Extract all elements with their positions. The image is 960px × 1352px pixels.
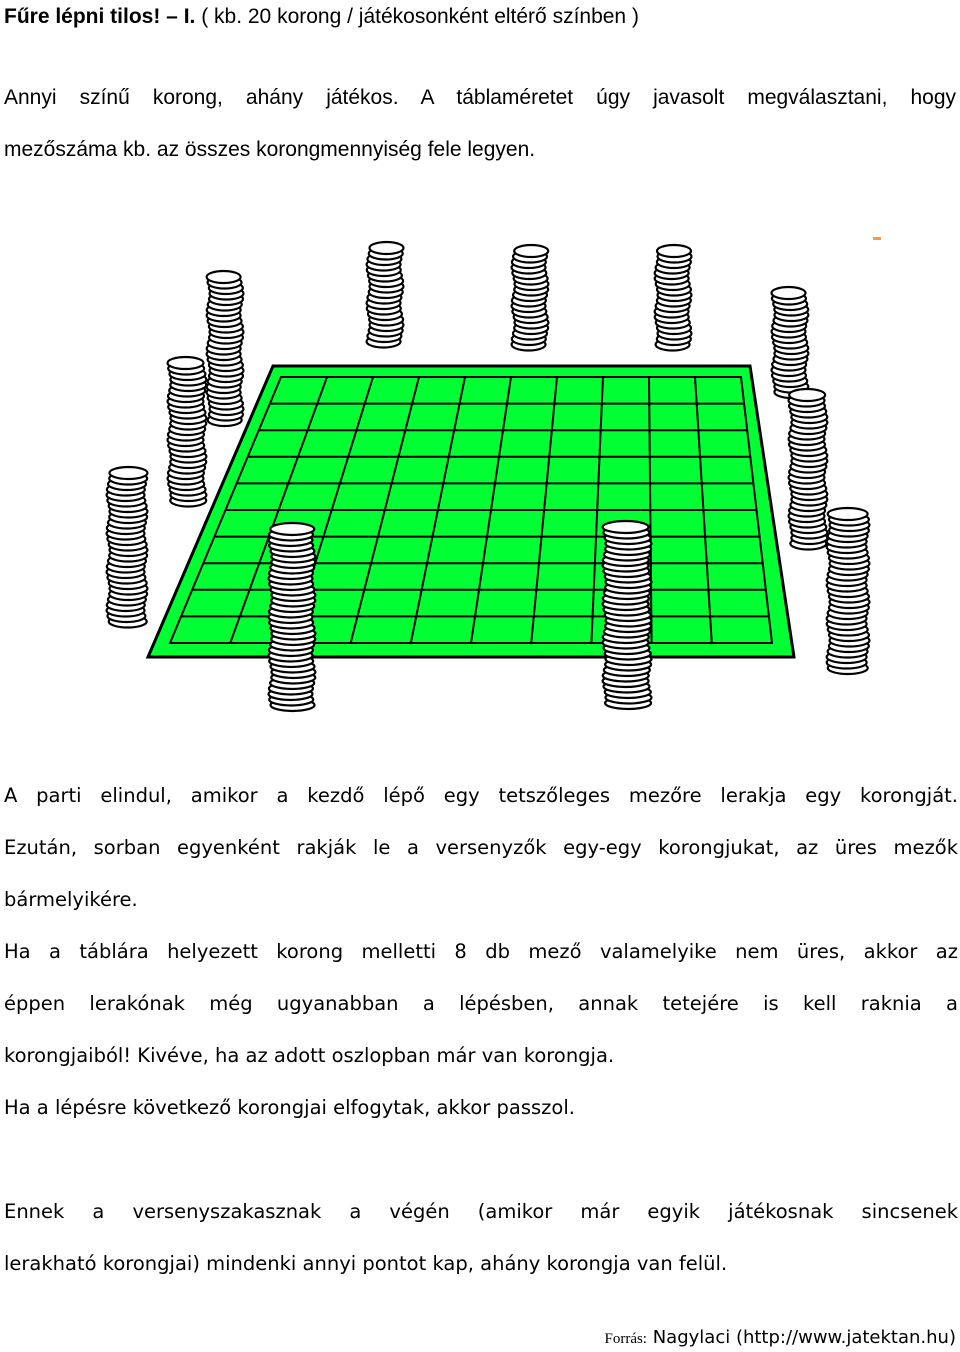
intro-line-2: mezőszáma kb. az összes korongmennyiség fele legyen. <box>4 138 536 161</box>
p2-line-2: éppen lerakónak még ugyanabban a lépésben, annak tetejére is kell raknia a <box>4 992 958 1015</box>
disc <box>514 245 548 257</box>
disc-stack <box>603 521 652 709</box>
disc-stack <box>827 508 870 674</box>
disc <box>772 287 806 299</box>
title-bold: Fűre lépni tilos! – I. <box>4 5 196 28</box>
disc-stack <box>789 389 828 550</box>
disc <box>207 271 241 283</box>
disc-stack <box>207 271 244 426</box>
p4-line-2: lerakható korongjai) mindenki annyi pontot kap, ahány korongja van felül. <box>4 1252 728 1275</box>
source-label: Forrás: <box>604 1331 647 1347</box>
disc-stack <box>269 523 316 711</box>
p1-line-2: Ezután, sorban egyenként rakják le a versenyzők egy-egy korongjukat, az üres mezők <box>4 836 958 859</box>
game-board <box>148 366 794 657</box>
p3-line: Ha a lépésre következő korongjai elfogytak, akkor passzol. <box>4 1096 575 1119</box>
disc <box>657 245 691 257</box>
source-credit <box>604 1325 956 1352</box>
disc <box>369 242 403 254</box>
disc <box>109 467 147 479</box>
p1-line-3: bármelyikére. <box>4 888 138 911</box>
board-illustration <box>0 225 960 725</box>
disc <box>270 523 314 535</box>
disc <box>789 389 825 401</box>
intro-text <box>4 72 956 176</box>
disc <box>828 508 868 520</box>
disc-stack <box>168 357 207 507</box>
disc <box>603 521 649 533</box>
rules-paragraph-2 <box>4 926 958 1134</box>
rules-paragraph-4 <box>4 1186 958 1290</box>
intro-line-1: Annyi színű korong, ahány játékos. A táblaméretet úgy javasolt megválasztani, hogy <box>4 86 956 109</box>
disc-stack <box>512 245 549 351</box>
p1-line-1: A parti elindul, amikor a kezdő lépő egy tetszőleges mezőre lerakja egy korongját. <box>4 784 958 807</box>
p2-line-1: Ha a táblára helyezett korong melletti 8 db mező valamelyike nem üres, akkor az <box>4 940 958 963</box>
p2-line-3: korongjaiból! Kivéve, ha az adott oszlopban már van korongja. <box>4 1044 615 1067</box>
disc-stack <box>367 242 404 348</box>
orange-mark <box>873 237 881 240</box>
source-text: Nagylaci (http://www.jatektan.hu) <box>652 1327 956 1348</box>
disc <box>168 357 204 369</box>
disc-stack <box>655 245 692 351</box>
rules-paragraph-1 <box>4 770 958 926</box>
disc-stack <box>772 287 809 398</box>
disc-stack <box>107 467 148 628</box>
p4-line-1: Ennek a versenyszakasznak a végén (amikor már egyik játékosnak sincsenek <box>4 1200 958 1223</box>
page-title <box>4 2 639 32</box>
title-rest: ( kb. 20 korong / játékosonként eltérő színben ) <box>195 5 639 28</box>
